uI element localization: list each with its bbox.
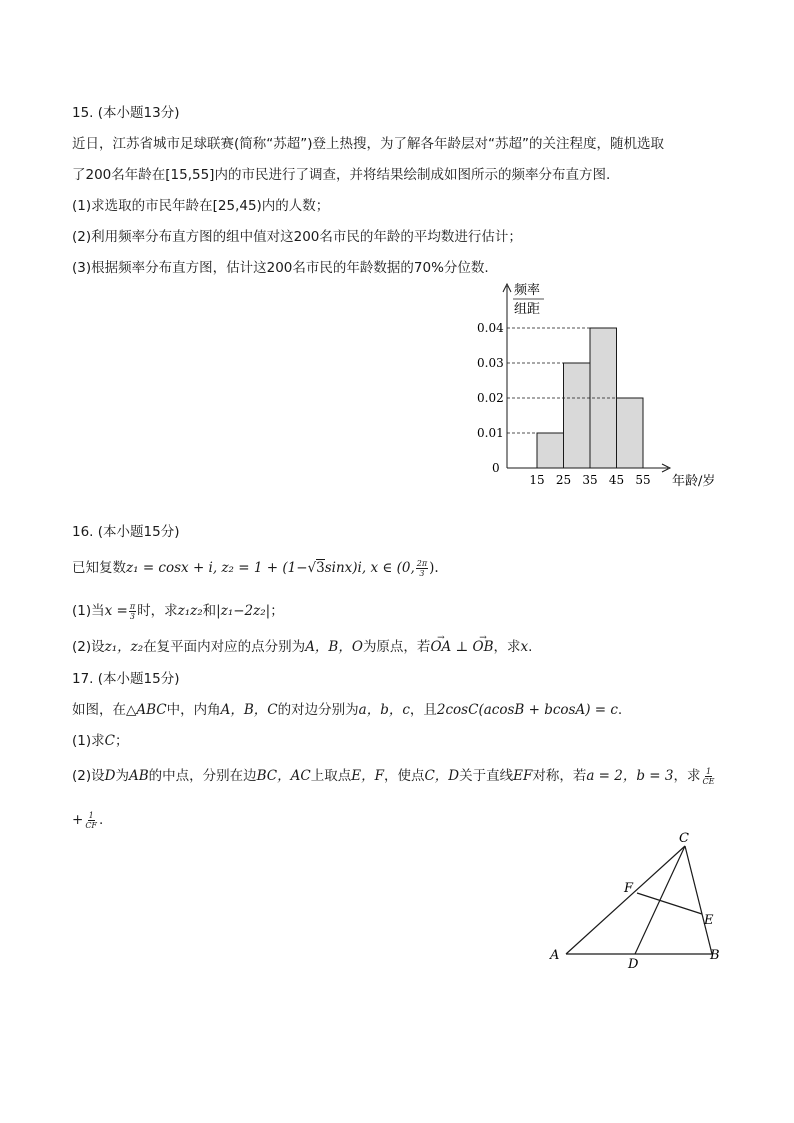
q17-stem-sides: a，b，c [358, 702, 410, 718]
perp-symbol: ⊥ [451, 639, 473, 655]
q17-stem-text-d: ，且 [409, 702, 437, 718]
q17-part2-vals: a = 2，b = 3 [586, 768, 674, 784]
label-a: A [550, 948, 560, 963]
q17-part2-text-e: 上取点 [310, 768, 352, 784]
q16-stem-tail: sinx)i, x ∈ (0, [324, 560, 415, 576]
frac-denominator: 3 [419, 568, 425, 578]
q17-part2-text-b: 为 [115, 768, 129, 784]
q17-stem-text-c: 的对边分别为 [277, 702, 359, 718]
sqrt-sign: √ [307, 560, 317, 576]
q17-part2-text-h: 对称，若 [532, 768, 587, 784]
x-tick-label: 55 [635, 473, 651, 487]
q17-stem [72, 700, 622, 720]
q17-part1-text-a: (1)求 [72, 733, 105, 749]
q16-part1-expr2: |z₁−2z₂| [216, 603, 271, 619]
origin-label: 0 [492, 461, 500, 475]
frac-numerator: 1 [705, 766, 712, 776]
y-axis-label-bottom: 组距 [514, 302, 541, 317]
q17-part1-c: C [104, 733, 115, 749]
q17-stem-text-a: 如图，在 [72, 702, 126, 718]
label-d: D [628, 957, 639, 972]
q17-part2-frac2 [84, 811, 98, 830]
q17-part2-line: EF [513, 768, 533, 784]
q17-part2-text-f: ，使点 [383, 768, 425, 784]
q16-part1-x: x = [104, 603, 128, 619]
x-tick-label: 15 [529, 473, 545, 487]
q16-part1-text-d: ； [270, 603, 284, 619]
q15-part2: (2)利用频率分布直方图的组中值对这200名市民的年龄的平均数进行估计； [72, 229, 522, 245]
q17-part2-sides: BC，AC [256, 768, 311, 784]
q16-part2-text-c: 为原点，若 [362, 639, 431, 655]
histogram-bar [564, 363, 591, 468]
q17-part2-line2 [72, 810, 103, 830]
q17-part2-ef: E，F [351, 768, 384, 784]
label-c: C [679, 832, 689, 846]
q16-part2-text-b: 在复平面内对应的点分别为 [143, 639, 306, 655]
frac-numerator: π [129, 601, 136, 611]
q16-stem-sqrt: 3 [316, 560, 325, 576]
q15-stem-line2: 了200名年龄在[15,55]内的市民进行了调查，并将结果绘制成如图所示的频率分布直方图. [72, 167, 611, 183]
q17-stem-text-e: . [617, 702, 623, 718]
label-e: E [704, 913, 714, 928]
q16-stem-prefix: 已知复数 [72, 560, 126, 576]
q16-part1-text-b: 时，求 [137, 603, 178, 619]
segment-ef [637, 893, 702, 914]
side-bc [685, 846, 712, 954]
y-tick-label: 0.04 [477, 321, 504, 335]
q15-header: 15. (本小题13分) [72, 105, 180, 121]
q17-part2-cd: C，D [424, 768, 460, 784]
frac-denominator: CE [702, 776, 715, 786]
q16-header: 16. (本小题15分) [72, 524, 180, 540]
x-tick-label: 25 [555, 473, 572, 487]
q16-part2-text-a: (2)设 [72, 639, 105, 655]
frac-denominator: CF [85, 820, 97, 830]
q16-part1-frac [129, 602, 136, 621]
q16-part1-expr1: z₁z₂ [177, 603, 203, 619]
q17-header: 17. (本小题15分) [72, 671, 180, 687]
y-tick-label: 0.02 [477, 391, 504, 405]
q16-stem [72, 558, 439, 578]
y-tick-label: 0.03 [477, 356, 504, 370]
q15-part3: (3)根据频率分布直方图，估计这200名市民的年龄数据的70%分位数. [72, 260, 489, 276]
y-tick-label: 0.01 [477, 426, 504, 440]
histogram-bar [617, 398, 644, 468]
q16-stem-frac [416, 559, 428, 578]
plus-sign: + [72, 812, 84, 828]
q17-part2-d: D [104, 768, 116, 784]
q16-part2-text-d: ，求 [493, 639, 521, 655]
q17-stem-text-b: 中，内角 [166, 702, 221, 718]
x-tick-label: 45 [608, 473, 625, 487]
label-b: B [710, 948, 720, 963]
side-ac [566, 846, 685, 954]
q15-stem-line1: 近日，江苏省城市足球联赛(简称“苏超”)登上热搜，为了解各年龄层对“苏超”的关注程度，随机选取 [72, 136, 665, 152]
q17-part1 [72, 731, 128, 751]
q16-part2-text-e: . [528, 639, 533, 655]
q17-stem-equation: 2cosC(acosB + bcosA) = c [436, 702, 618, 718]
x-axis-label: 年龄/岁 [672, 474, 716, 489]
histogram-bar [537, 433, 564, 468]
q17-part2-text-g: 关于直线 [459, 768, 514, 784]
q17-stem-triangle: △ABC [126, 702, 167, 718]
q16-part2-vars: z₁，z₂ [104, 639, 144, 655]
q16-part2-x: x [520, 639, 529, 655]
label-f: F [624, 881, 634, 896]
q17-part1-text-b: ； [114, 733, 129, 749]
x-tick-label: 35 [582, 473, 598, 487]
y-axis-label-top: 频率 [514, 283, 541, 298]
q16-part1-text-c: 和 [202, 603, 217, 619]
q17-part2-text-a: (2)设 [72, 768, 105, 784]
vector-ob: → OB [473, 637, 494, 657]
q16-part2 [72, 637, 532, 657]
q17-part2-frac1 [702, 767, 716, 786]
frac-numerator: 2π [416, 558, 428, 568]
q17-part2-text-c: 的中点，分别在边 [148, 768, 257, 784]
q17-part2-end: . [98, 812, 104, 828]
triangle-figure [540, 832, 730, 972]
q17-part2-text-i: ，求 [673, 768, 701, 784]
frac-denominator: 3 [129, 611, 136, 621]
q16-part1 [72, 601, 284, 621]
q16-part2-points: A，B，O [305, 639, 363, 655]
q16-stem-end: ). [429, 560, 439, 576]
frequency-histogram [470, 278, 730, 493]
vector-oa: → OA [430, 637, 451, 657]
q15-part1: (1)求选取的市民年龄在[25,45)内的人数； [72, 198, 330, 214]
q17-part2-ab: AB [128, 768, 149, 784]
q17-stem-angles: A，B，C [220, 702, 278, 718]
frac-numerator: 1 [88, 810, 94, 820]
q16-stem-z1: z₁ = cosx + i, z₂ = 1 + (1− [126, 560, 308, 576]
q17-part2-line1 [72, 766, 716, 786]
q16-part1-text-a: (1)当 [72, 603, 105, 619]
